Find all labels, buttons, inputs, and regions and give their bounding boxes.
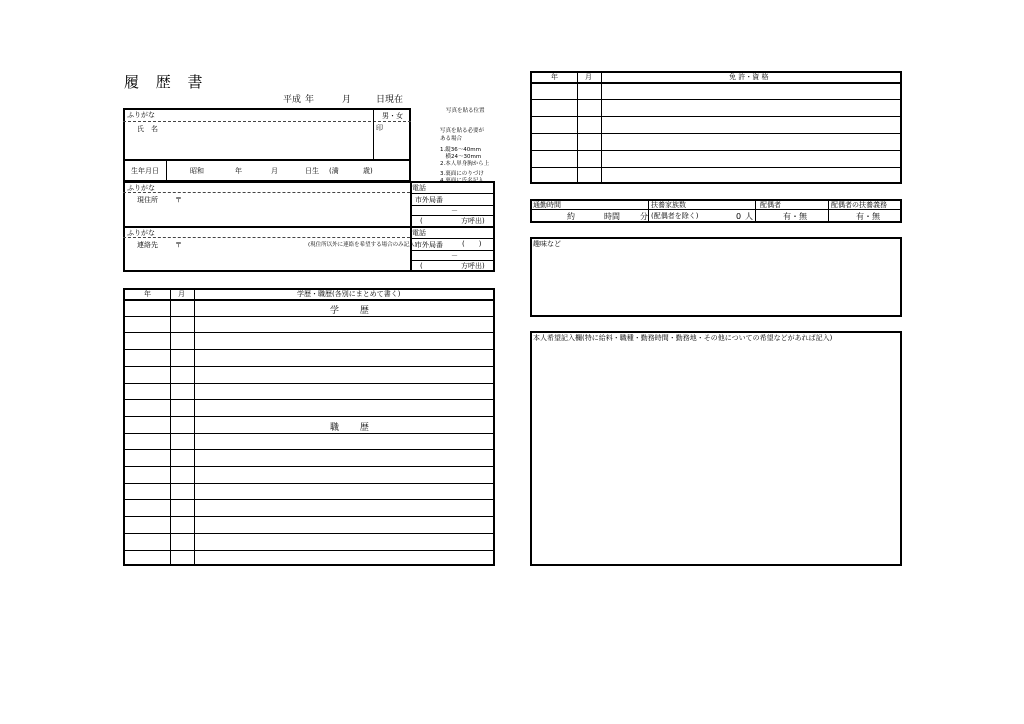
license-row-line — [530, 99, 902, 100]
photo-note-line: 3.裏面にのりづけ — [440, 171, 484, 177]
wishes-box[interactable] — [530, 331, 902, 566]
spouse-support-label: 配偶者の扶養義務 — [831, 201, 887, 209]
license-row-line — [530, 133, 902, 134]
history-row-line — [123, 316, 495, 317]
spouse-value[interactable]: 有・無 — [783, 212, 807, 221]
history-row-line — [123, 516, 495, 517]
contact-care-of-label: 方呼出) — [461, 262, 485, 270]
licenses-header: 免 許・資 格 — [729, 73, 769, 81]
photo-note-line: 写真を貼る位置 — [446, 108, 485, 114]
dependents-value: 0 — [736, 212, 742, 221]
photo-note-line: ある場合 — [440, 136, 463, 142]
document-title: 履 歴 書 — [124, 73, 209, 91]
history-row-line — [123, 399, 495, 400]
contact-postal-mark: 〒 — [175, 241, 182, 249]
license-row-line — [530, 116, 902, 117]
history-year-header: 年 — [144, 290, 151, 298]
history-row-line — [123, 416, 495, 417]
contact-area-code-label: 市外局番 — [415, 241, 443, 249]
commute-hours: 時間 — [604, 212, 620, 221]
address-care-of-label: 方呼出) — [461, 217, 485, 225]
history-row-line — [123, 349, 495, 350]
contact-area-code-paren: ( ) — [462, 240, 482, 248]
address-phone-dash: － — [451, 207, 458, 215]
contact-phone-dash: － — [451, 252, 458, 260]
birth-label: 生年月日 — [131, 167, 159, 175]
contact-furigana-label: ふりがな — [127, 229, 155, 237]
contact-care-of-open: ( — [420, 262, 423, 270]
address-postal-mark: 〒 — [175, 196, 182, 204]
photo-note-line: 横24～30mm — [440, 154, 482, 160]
history-row-line — [123, 433, 495, 434]
photo-note-line: 写真を貼る必要が — [440, 128, 485, 134]
dependents-label: 扶養家族数 — [651, 201, 686, 209]
license-row-line — [530, 150, 902, 151]
dependents-note: (配偶者を除く) — [651, 212, 699, 220]
age-open: (満 — [329, 167, 339, 175]
address-label: 現住所 — [137, 196, 158, 204]
dependents-unit: 人 — [745, 212, 753, 221]
birth-era: 昭和 — [190, 167, 204, 175]
commute-approx: 約 — [567, 212, 575, 221]
date-day-now: 日現在 — [376, 95, 404, 105]
address-furigana-label: ふりがな — [127, 184, 155, 192]
contact-label: 連絡先 — [137, 241, 158, 249]
photo-note-line: 4.裏面に氏名記入 — [440, 178, 484, 184]
name-furigana-label: ふりがな — [127, 111, 155, 119]
contact-note: (現住所以外に連絡を希望する場合のみ記入) — [308, 242, 417, 248]
history-row-line — [123, 366, 495, 367]
date-era: 平成 — [283, 95, 302, 105]
date-year: 年 — [305, 95, 315, 105]
spouse-support-value[interactable]: 有・無 — [856, 212, 880, 221]
spouse-label: 配偶者 — [760, 201, 781, 209]
photo-note-line: 2.本人単身胸から上 — [440, 161, 490, 167]
address-care-of-open: ( — [420, 217, 423, 225]
birth-year: 年 — [235, 167, 242, 175]
history-row-line — [123, 499, 495, 500]
hobbies-label: 趣味など — [533, 240, 561, 248]
history-row-line — [123, 550, 495, 551]
history-row-line — [123, 466, 495, 467]
history-row-line — [123, 383, 495, 384]
history-row-line — [123, 449, 495, 450]
address-phone-label: 電話 — [412, 184, 426, 192]
sex-options[interactable]: 男・女 — [382, 112, 403, 120]
history-row-line — [123, 533, 495, 534]
history-row-line — [123, 483, 495, 484]
commute-label: 通勤時間 — [533, 201, 561, 209]
history-table — [123, 288, 495, 566]
history-month-header: 月 — [178, 290, 185, 298]
photo-note-line: 1.縦36～40mm — [440, 147, 481, 153]
address-area-code-label: 市外局番 — [415, 196, 443, 204]
licenses-year-header: 年 — [551, 73, 558, 81]
birth-month: 月 — [271, 167, 278, 175]
contact-phone-label: 電話 — [412, 229, 426, 237]
license-row-line — [530, 167, 902, 168]
hobbies-box[interactable] — [530, 237, 902, 317]
birth-day: 日生 — [305, 167, 319, 175]
seal-mark: 印 — [376, 124, 383, 132]
commute-minutes: 分 — [640, 212, 648, 221]
age-close: 歳) — [363, 167, 373, 175]
work-heading: 職 歴 — [330, 423, 378, 433]
history-row-line — [123, 332, 495, 333]
name-label: 氏 名 — [137, 125, 158, 133]
wishes-label: 本人希望記入欄(特に給料・職種・勤務時間・勤務地・その他についての希望などがあれば記入) — [533, 334, 833, 342]
date-month: 月 — [342, 95, 352, 105]
education-heading: 学 歴 — [330, 306, 378, 316]
history-header: 学歴・職歴(各別にまとめて書く) — [297, 290, 401, 298]
licenses-month-header: 月 — [585, 73, 592, 81]
